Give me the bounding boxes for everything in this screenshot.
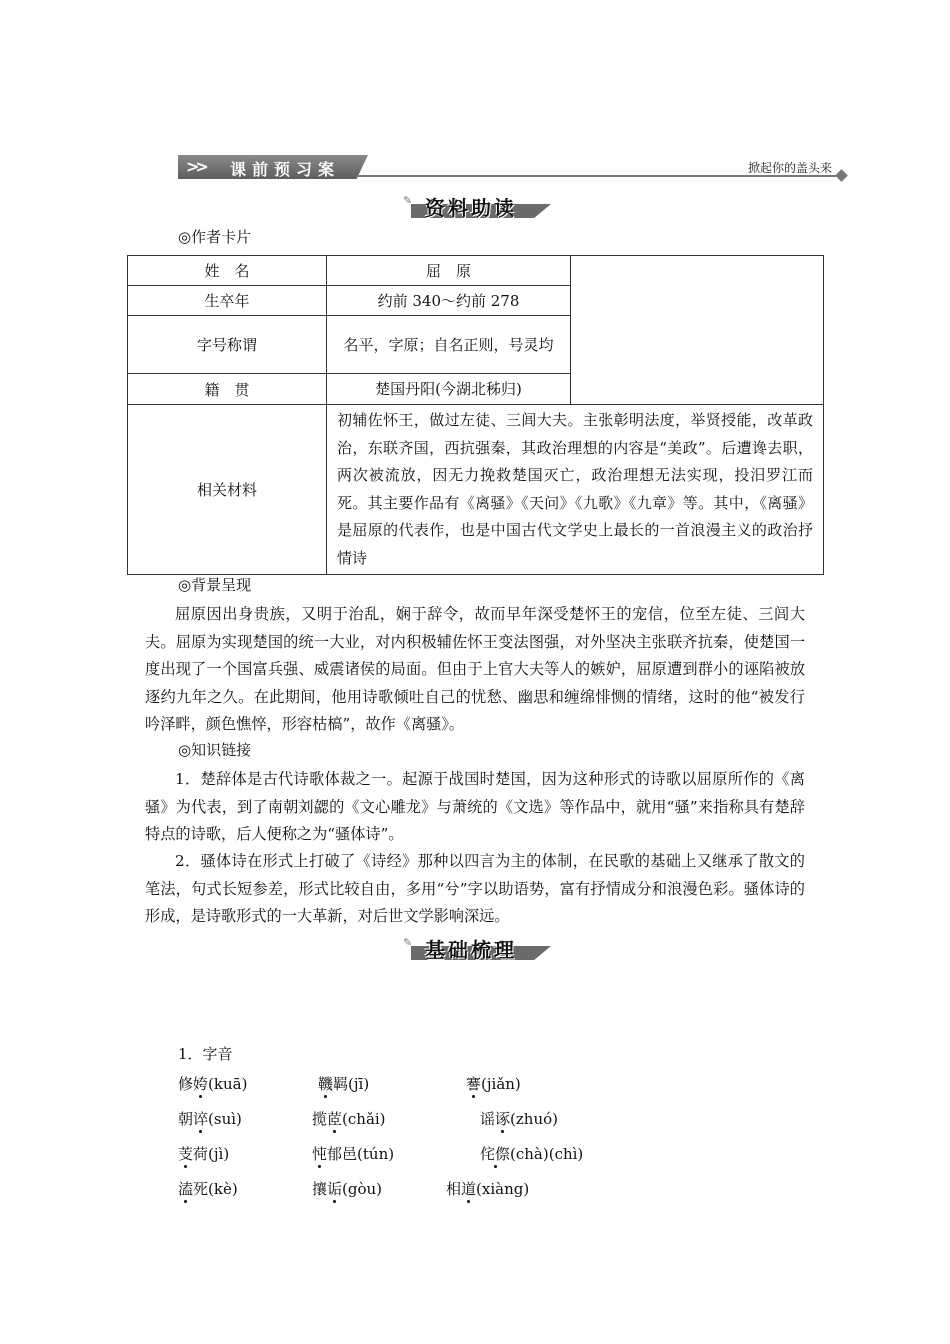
diamond-icon bbox=[835, 169, 848, 182]
vocab-item: 相道(xiàng) bbox=[446, 1180, 530, 1198]
portrait-cell bbox=[571, 256, 824, 405]
section-heading-basics: ✎ 基础梳理 bbox=[403, 934, 553, 966]
row-value: 楚国丹阳(今湖北秭归) bbox=[327, 374, 571, 405]
row-key: 相关材料 bbox=[128, 405, 327, 575]
section-banner bbox=[178, 153, 848, 183]
vocab-item: 鞿羁(jī) bbox=[318, 1075, 370, 1093]
row-value: 屈 原 bbox=[327, 256, 571, 286]
vocab-item: 揽茝(chǎi) bbox=[312, 1110, 386, 1128]
vocab-item: 侘傺(chà)(chì) bbox=[480, 1145, 584, 1163]
banner-title: 课前预习案 bbox=[230, 160, 341, 179]
chevron-right-icon: >> bbox=[186, 157, 205, 176]
background-heading: ◎背景呈现 bbox=[178, 576, 252, 594]
row-key: 姓 名 bbox=[128, 256, 327, 286]
row-value: 约前 340～约前 278 bbox=[327, 286, 571, 316]
vocab-item: 溘死(kè) bbox=[178, 1180, 238, 1198]
row-key: 生卒年 bbox=[128, 286, 327, 316]
vocab-item: 忳郁邑(tún) bbox=[312, 1145, 395, 1163]
vocab-item: 修姱(kuā) bbox=[178, 1075, 248, 1093]
section-heading-reading: ✎ 资料助读 bbox=[403, 192, 553, 224]
knowledge-item-2: 2．骚体诗在形式上打破了《诗经》那种以四言为主的体制，在民歌的基础上又继承了散文的笔法，句式长短参差，形式比较自由，多用“兮”字以助语势，富有抒情成分和浪漫色彩。骚体诗的形成，是诗歌形式的一大革新，对后世文学影响深远。 bbox=[145, 852, 805, 925]
banner-subtitle: 掀起你的盖头来 bbox=[747, 161, 832, 175]
vocab-item: 攘诟(gòu) bbox=[312, 1180, 383, 1198]
row-key: 籍 贯 bbox=[128, 374, 327, 405]
vocab-item: 謇(jiǎn) bbox=[466, 1075, 521, 1093]
pencil-icon: ✎ bbox=[403, 936, 413, 949]
material-text: 初辅佐怀王，做过左徒、三闾大夫。主张彰明法度，举贤授能，改革政治，东联齐国，西抗强秦，其政治理想的内容是“美政”。后遭谗去职，两次被流放，因无力挽救楚国灭亡，政治理想无法实现，投汨罗江而死。其主要作品有《离骚》《天问》《九歌》《九章》等。其中，《离骚》是屈原的代表作，也是中国古代文学史上最长的一首浪漫主义的政治抒情诗 bbox=[327, 405, 824, 575]
knowledge-item-1: 1．楚辞体是古代诗歌体裁之一。起源于战国时楚国，因为这种形式的诗歌以屈原所作的《离骚》为代表，到了南朝刘勰的《文心雕龙》与萧统的《文选》等作品中，就用“骚”来指称具有楚辞特点的诗歌，后人便称之为“骚体诗”。 bbox=[145, 770, 805, 843]
knowledge-heading: ◎知识链接 bbox=[178, 741, 252, 759]
author-card-heading: ◎作者卡片 bbox=[178, 228, 252, 246]
pronunciation-heading: 1．字音 bbox=[178, 1045, 233, 1063]
pencil-icon: ✎ bbox=[403, 194, 413, 207]
row-value: 名平，字原；自名正则，号灵均 bbox=[327, 316, 571, 374]
vocab-item: 朝谇(suì) bbox=[178, 1110, 242, 1128]
vocab-item: 谣诼(zhuó) bbox=[480, 1110, 558, 1128]
vocab-item: 芰荷(jì) bbox=[178, 1145, 230, 1163]
row-key: 字号称谓 bbox=[128, 316, 327, 374]
author-card-table bbox=[127, 255, 824, 575]
background-text: 屈原因出身贵族，又明于治乱，娴于辞令，故而早年深受楚怀王的宠信，位至左徒、三闾大夫。屈原为实现楚国的统一大业，对内积极辅佐怀王变法图强，对外坚决主张联齐抗秦，使楚国一度出现了一个国富兵强、威震诸侯的局面。但由于上官大夫等人的嫉妒，屈原遭到群小的诬陷被放逐约九年之久。在此期间，他用诗歌倾吐自己的忧愁、幽思和缠绵悱恻的情绪，这时的他“被发行吟泽畔，颜色憔悴，形容枯槁”，故作《离骚》。 bbox=[145, 605, 805, 733]
